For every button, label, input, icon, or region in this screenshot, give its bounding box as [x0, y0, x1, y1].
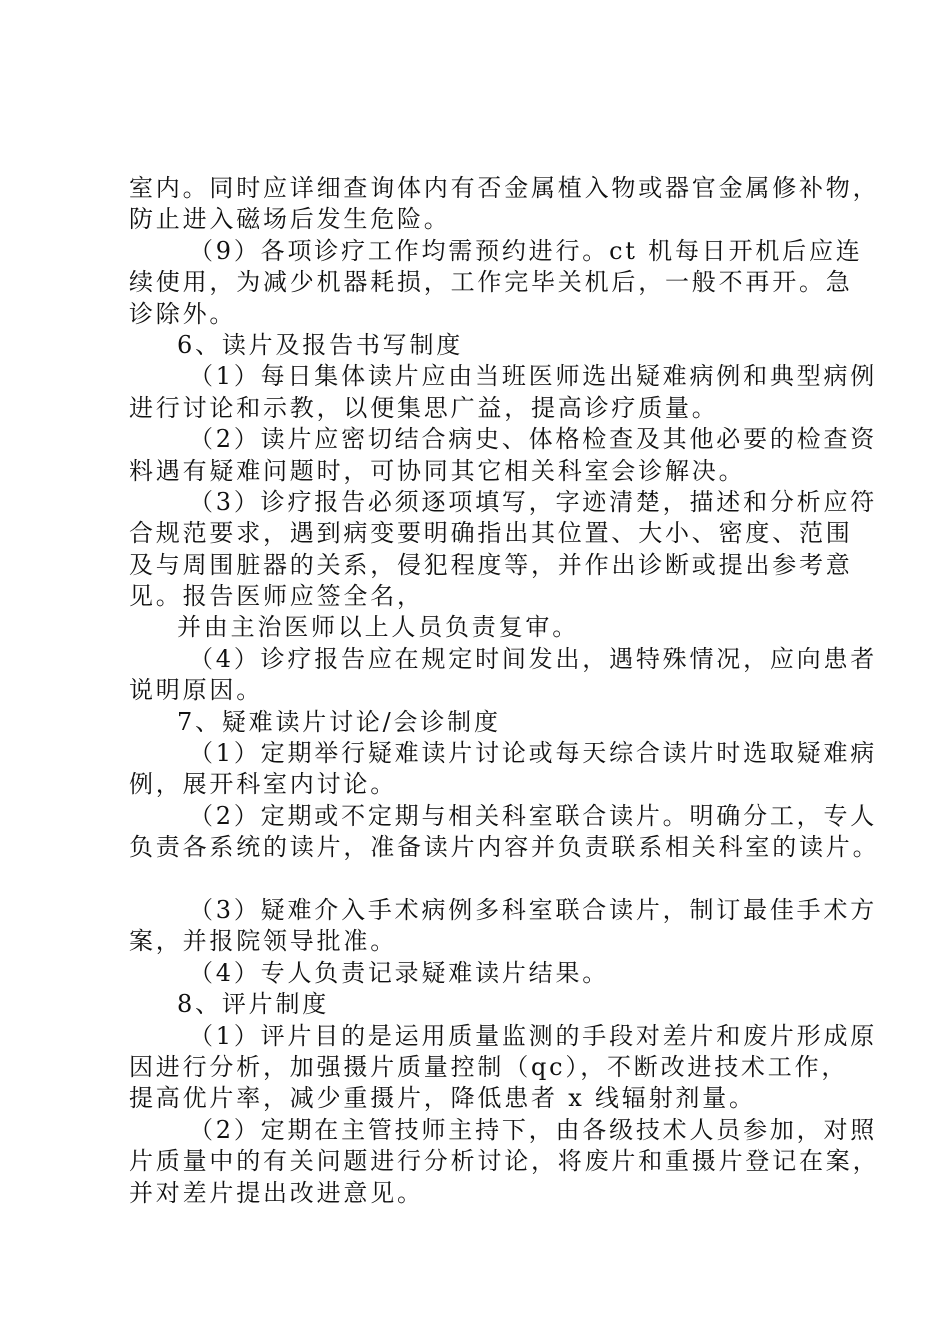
section-heading: 7、疑难读片讨论/会诊制度: [177, 707, 501, 736]
document-body: [129, 173, 880, 1209]
text-line: （2）定期在主管技师主持下，由各级技术人员参加，对照: [189, 1115, 878, 1144]
text-line: 见。报告医师应签全名，: [129, 582, 424, 611]
text-line: （3）诊疗报告必须逐项填写，字迹清楚，描述和分析应符: [189, 487, 878, 516]
section-heading: 6、读片及报告书写制度: [177, 330, 464, 359]
text-line: 室内。同时应详细查询体内有否金属植入物或器官金属修补物，: [129, 174, 880, 202]
section-heading: 8、评片制度: [177, 990, 330, 1019]
text-line: （4）专人负责记录疑难读片结果。: [189, 958, 610, 987]
text-line: 料遇有疑难问题时，可协同其它相关科室会诊解决。: [129, 456, 746, 485]
text-line: 诊除外。: [129, 299, 237, 328]
text-line: （1）评片目的是运用质量监测的手段对差片和废片形成原: [189, 1021, 878, 1050]
text-line: （9）各项诊疗工作均需预约进行。ct 机每日开机后应连: [189, 236, 863, 265]
text-line: 防止进入磁场后发生危险。: [129, 205, 451, 234]
text-line: 提高优片率，减少重摄片，降低患者 x 线辐射剂量。: [129, 1084, 756, 1113]
text-line: 负责各系统的读片，准备读片内容并负责联系相关科室的读片。: [129, 833, 880, 862]
text-line: 片质量中的有关问题进行分析讨论，将废片和重摄片登记在案，: [129, 1147, 880, 1176]
text-line: 因进行分析，加强摄片质量控制（qc），不断改进技术工作，: [129, 1052, 849, 1081]
text-line: （1）每日集体读片应由当班医师选出疑难病例和典型病例: [189, 362, 878, 391]
text-line: （2）读片应密切结合病史、体格检查及其他必要的检查资: [189, 425, 878, 454]
text-line: （2）定期或不定期与相关科室联合读片。明确分工，专人: [189, 801, 878, 830]
text-line: 说明原因。: [129, 676, 263, 705]
text-line: （4）诊疗报告应在规定时间发出，遇特殊情况，应向患者: [189, 644, 878, 673]
text-line: 并由主治医师以上人员负责复审。: [177, 613, 579, 642]
text-line: 并对差片提出改进意见。: [129, 1178, 424, 1207]
text-line: 例，展开科室内讨论。: [129, 770, 397, 799]
paragraph-gap: [129, 864, 841, 895]
text-line: 续使用，为减少机器耗损，工作完毕关机后，一般不再开。急: [129, 268, 853, 297]
text-line: 及与周围脏器的关系，侵犯程度等，并作出诊断或提出参考意: [129, 550, 853, 579]
text-line: 合规范要求，遇到病变要明确指出其位置、大小、密度、范围: [129, 519, 853, 548]
text-line: 进行讨论和示教，以便集思广益，提高诊疗质量。: [129, 393, 719, 422]
text-line: （3）疑难介入手术病例多科室联合读片，制订最佳手术方: [189, 895, 878, 924]
text-line: （1）定期举行疑难读片讨论或每天综合读片时选取疑难病: [189, 739, 878, 768]
text-line: 案，并报院领导批准。: [129, 927, 397, 956]
